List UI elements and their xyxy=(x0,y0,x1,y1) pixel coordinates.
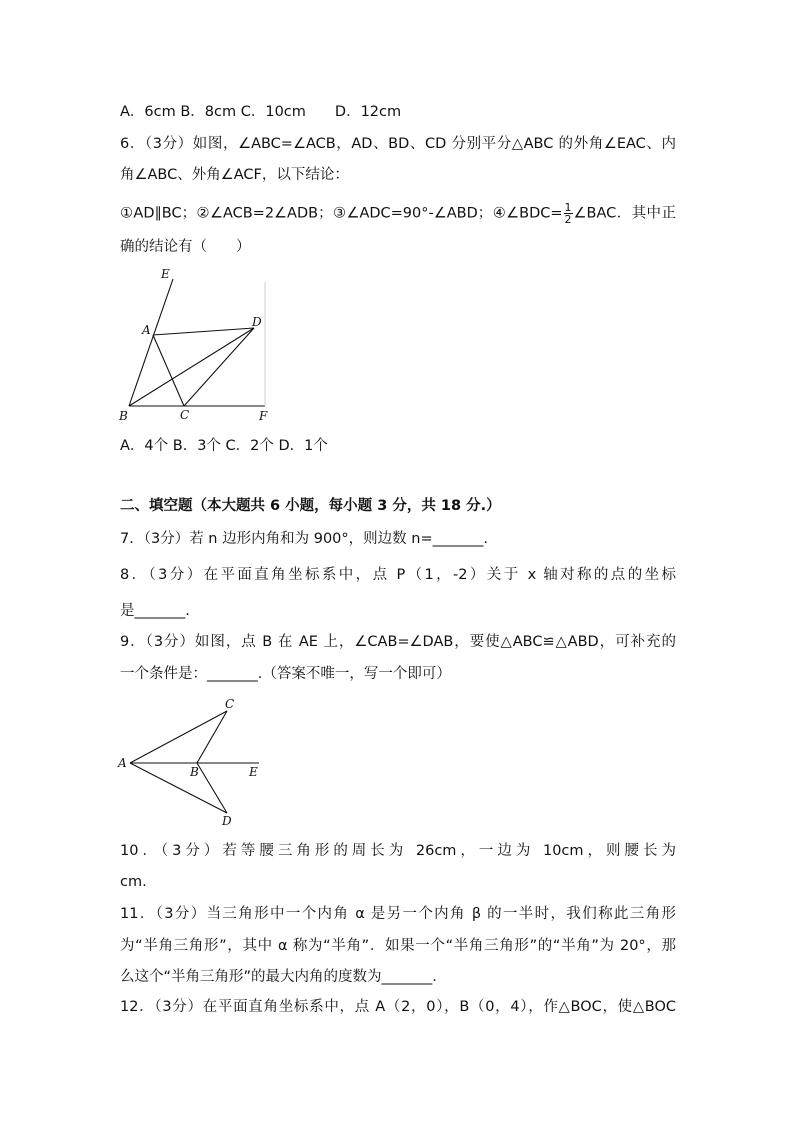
q6-label-D: D xyxy=(252,315,262,329)
q9-label-B: B xyxy=(190,765,199,779)
q9-label-E: E xyxy=(249,765,258,779)
q11-line-2: 为“半角三角形”，其中 α 称为“半角”．如果一个“半角三角形”的“半角”为 20°，那 xyxy=(120,938,676,954)
q6-label-E: E xyxy=(161,267,170,281)
q6-line-4: 确的结论有（ ） xyxy=(120,239,251,255)
q6-fraction-denominator: 2 xyxy=(564,213,572,226)
q6-line-BD xyxy=(129,328,254,406)
q9-line-1: 9．（3分）如图，点 B 在 AE 上，∠CAB=∠DAB，要使△ABC≌△ABD，可补充的 xyxy=(120,634,676,650)
q7-text: 7．（3分）若 n 边形内角和为 900°，则边数 n=_______. xyxy=(120,531,488,547)
q6-label-B: B xyxy=(119,409,128,423)
q6-label-A: A xyxy=(142,323,151,337)
q9-label-D: D xyxy=(222,814,232,828)
q6-fraction xyxy=(564,202,573,225)
q9-figure xyxy=(112,692,272,830)
q6-line-3-pre: ①AD∥BC；②∠ACB=2∠ADB；③∠ADC=90°-∠ABD；④∠BDC= xyxy=(120,205,563,222)
q12-line-1: 12．（3分）在平面直角坐标系中，点 A（2，0），B（0，4），作△BOC，使△BOC xyxy=(120,999,676,1015)
q10-line-2: cm. xyxy=(120,874,147,890)
q6-line-3 xyxy=(120,202,676,225)
q8-line-1: 8．（3分）在平面直角坐标系中，点 P（1，-2）关于 x 轴对称的点的坐标 xyxy=(120,567,676,583)
q9-label-C: C xyxy=(225,697,235,711)
q11-line-1: 11．（3分）当三角形中一个内角 α 是另一个内角 β 的一半时，我们称此三角形 xyxy=(120,906,676,922)
q6-fraction-numerator: 1 xyxy=(564,201,572,214)
q6-line-2: 角∠ABC、外角∠ACF，以下结论： xyxy=(120,167,349,183)
section-2-title: 二、填空题（本大题共 6 小题，每小题 3 分，共 18 分.） xyxy=(120,498,501,514)
q9-label-A: A xyxy=(118,756,127,770)
q6-line-CD xyxy=(184,328,254,406)
q11-line-3: 么这个“半角三角形”的最大内角的度数为_______. xyxy=(120,969,437,985)
q6-figure xyxy=(112,262,282,428)
q6-line-3-post: ∠BAC．其中正 xyxy=(573,205,676,222)
q9-line-2: 一个条件是：_______.（答案不唯一，写一个即可） xyxy=(120,666,451,682)
q6-line-AD xyxy=(153,328,254,335)
q8-line-2: 是_______. xyxy=(120,603,190,619)
q6-options: A．4个 B．3个 C．2个 D．1个 xyxy=(120,438,328,454)
q6-line-AC xyxy=(153,335,184,406)
q10-line-1: 10．（3分）若等腰三角形的周长为 26cm，一边为 10cm，则腰长为 xyxy=(120,843,676,859)
q6-line-1: 6．（3分）如图，∠ABC=∠ACB，AD、BD、CD 分别平分△ABC 的外角∠EAC、内 xyxy=(120,136,676,152)
q6-label-C: C xyxy=(180,408,190,422)
q6-line-BE xyxy=(129,279,173,406)
q5-options: A．6cm B．8cm C．10cm D．12cm xyxy=(120,104,402,120)
q6-label-F: F xyxy=(259,409,268,423)
